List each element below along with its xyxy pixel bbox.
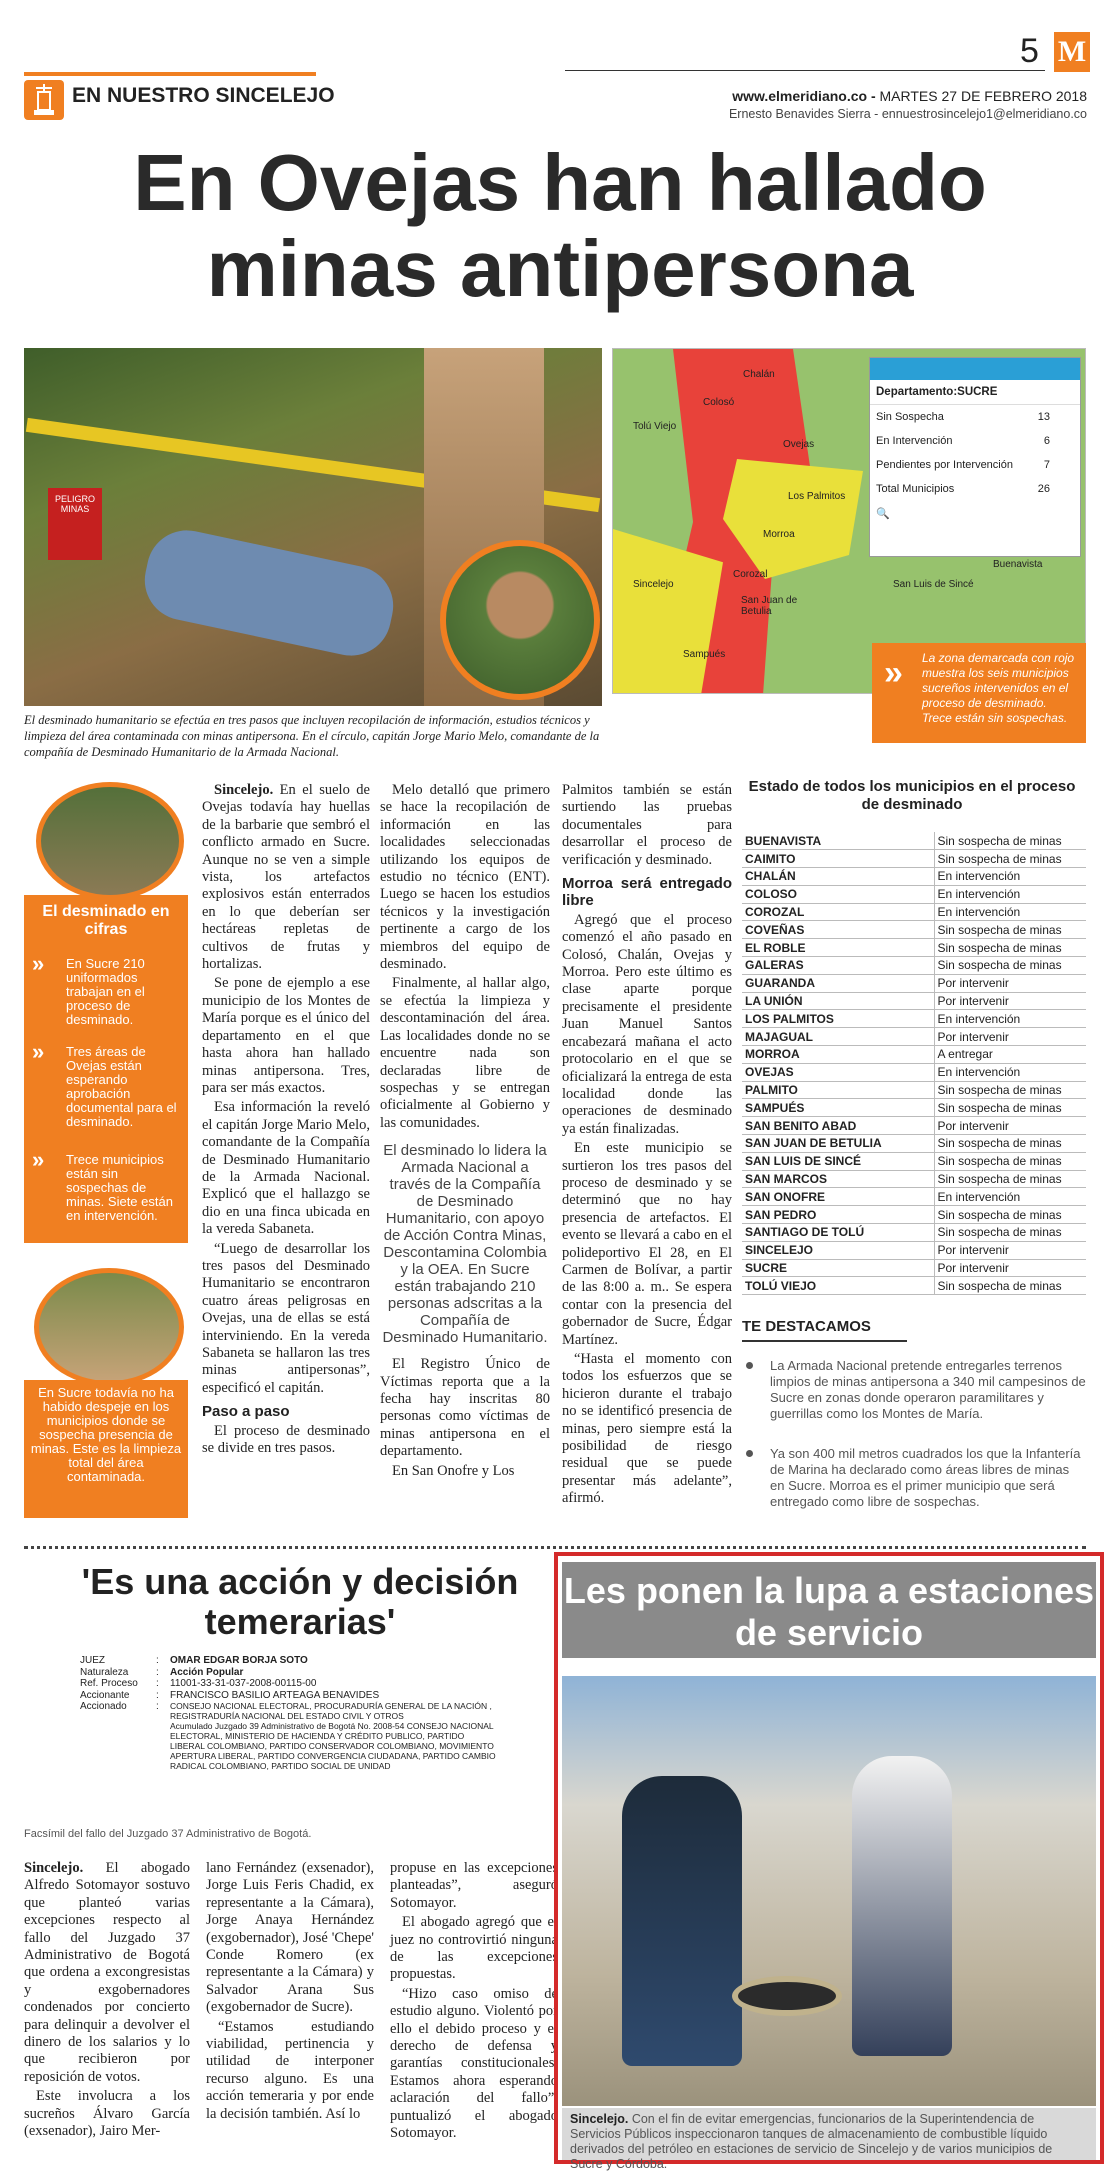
municipality-cell: CAIMITO bbox=[742, 850, 934, 868]
paragraph: En San Onofre y Los bbox=[392, 1462, 515, 1479]
doc-row: Acumulado Juzgado 39 Administrativo de Bogotá No. 2008-54 CONSEJO NACIONAL ELECTORAL, MINISTERIO DE HACIENDA Y CRÉDITO PUBLICO, PARTIDO LIBERAL COLOMBIANO, PARTIDO CONSERVADOR COLOMBIANO, MOVIMIENTO APERTURA LIBERAL, PARTIDO CONVERGENCIA CIUDADANA, PARTIDO CAMBIO RADICAL COLOMBIANO, PARTIDO SOCIAL DE UNIDAD bbox=[170, 1721, 496, 1771]
municipality-cell: MAJAGUAL bbox=[742, 1028, 934, 1046]
doc-row: Accionado : CONSEJO NACIONAL ELECTORAL, PROCURADURÍA GENERAL DE LA NACIÓN , REGISTRADURÍA NACIONAL DEL ESTADO CIVIL Y OTROS bbox=[80, 1701, 492, 1721]
table-row bbox=[742, 1010, 1086, 1028]
paragraph: “Estamos estudiando viabilidad, pertinencia y utilidad de interponer recurso alguno. Es una acción temeraria y por ende la decisión también. Así lo bbox=[206, 2018, 374, 2122]
section-rule bbox=[24, 72, 316, 76]
site-date-line bbox=[732, 88, 1087, 104]
status-cell: Sin sospecha de minas bbox=[934, 1224, 1086, 1242]
sidebar-item: » Trece municipios están sin sospechas de minas. Siete están en intervención. bbox=[32, 1147, 173, 1223]
court-document-facsimile bbox=[80, 1655, 496, 1823]
table-row bbox=[742, 1046, 1086, 1064]
municipality-cell: SAN BENITO ABAD bbox=[742, 1117, 934, 1135]
municipality-cell: BUENAVISTA bbox=[742, 832, 934, 850]
paragraph: propuse en las excepciones planteadas”, aseguró Sotomayor. bbox=[390, 1860, 558, 1911]
photo-caption: El desminado humanitario se efectúa en tres pasos que incluyen recopilación de información, estudios técnicos y limpieza del área contaminada con minas antipersona. En el círculo, capitán Jorge Mario Melo, comandante de la compañía de Desminado Humanitario de la Armada Nacional. bbox=[24, 713, 600, 759]
document-caption: Facsímil del fallo del Juzgado 37 Administrativo de Bogotá. bbox=[24, 1828, 312, 1840]
table-row bbox=[742, 1152, 1086, 1170]
municipality-cell: SAN LUIS DE SINCÉ bbox=[742, 1152, 934, 1170]
top-rule bbox=[565, 70, 1045, 71]
map-stat-row: Pendientes por Intervención 7 bbox=[876, 459, 1050, 471]
municipality-cell: LOS PALMITOS bbox=[742, 1010, 934, 1028]
paragraph: En este municipio se surtieron los tres pasos del proceso de desminado y se determinó que no hay presencia de artefactos. El evento se llevará a cabo en el polideportivo El 28, en El Carmen de Bolívar, a partir de las 8:00 a. m.. Se espera contar con la presencia del gobernador de Sucre, Édgar Martínez. bbox=[562, 1140, 732, 1348]
municipality-cell: EL ROBLE bbox=[742, 939, 934, 957]
status-cell: Sin sospecha de minas bbox=[934, 921, 1086, 939]
issue-date: MARTES 27 DE FEBRERO 2018 bbox=[879, 88, 1087, 104]
table-row bbox=[742, 1099, 1086, 1117]
map-place: Colosó bbox=[703, 397, 735, 408]
section-label: EN NUESTRO SINCELEJO bbox=[72, 84, 335, 107]
map-place: Sampués bbox=[683, 649, 726, 660]
municipality-cell: CHALÁN bbox=[742, 868, 934, 886]
paragraph: Sincelejo. En el suelo de Ovejas todavía hay huellas de la barbarie que sembró el conflicto armado en Sucre. Aunque no se ven a simple vista, los artefactos explosivos están enterrados en lo que deberían ser hectáreas repletas de cultivos de frutas y hortalizas. bbox=[202, 782, 370, 973]
subheading: Paso a paso bbox=[202, 1403, 290, 1421]
status-cell: Por intervenir bbox=[934, 1117, 1086, 1135]
table-row bbox=[742, 1028, 1086, 1046]
pull-quote: El desminado lo lidera la Armada Nacional a través de la Compañía de Desminado Humanitario, con apoyo de Acción Contra Minas, Descontamina Colombia y la OEA. En Sucre están trabajando 210 personas adscritas a la Compañía de Desminado Humanitario. bbox=[382, 1142, 548, 1347]
table-row bbox=[742, 974, 1086, 992]
paragraph: Palmitos también se están surtiendo las pruebas documentales para desarrollar el proceso de verificación y desminado. bbox=[562, 782, 732, 868]
paragraph: “Luego de desarrollar los tres pasos del Desminado Humanitario se encontraron cuatro áreas peligrosas en Ovejas, una de ellas se está interviniendo. En la vereda Sabaneta se hallaron las tres minas antipersonas”, especificó el capitán. bbox=[202, 1240, 370, 1396]
table-row bbox=[742, 992, 1086, 1010]
status-cell: Por intervenir bbox=[934, 1259, 1086, 1277]
lying-dummy bbox=[137, 523, 400, 663]
status-cell: Sin sospecha de minas bbox=[934, 1081, 1086, 1099]
paragraph: “Hizo caso omiso de estudio alguno. Violentó por ello el debido proceso y el derecho de defensa y garantías constitucionales. Estamos ahora esperando aclaración del fallo”, puntualizó el abogado Sotomayor. bbox=[390, 1985, 558, 2142]
municipality-cell: SAN JUAN DE BETULIA bbox=[742, 1135, 934, 1153]
map-place: Buenavista bbox=[993, 559, 1043, 570]
status-cell: Sin sospecha de minas bbox=[934, 1206, 1086, 1224]
status-cell: Sin sospecha de minas bbox=[934, 1135, 1086, 1153]
status-cell: En intervención bbox=[934, 1063, 1086, 1081]
paragraph: El proceso de desminado se divide en tres pasos. bbox=[202, 1422, 370, 1457]
map-place: Corozal bbox=[733, 569, 768, 580]
author-line: Ernesto Benavides Sierra - ennuestrosincelejo1@elmeridiano.co bbox=[728, 107, 1087, 121]
sidebar-title: El desminado en cifras bbox=[42, 903, 170, 938]
status-cell: A entregar bbox=[934, 1046, 1086, 1064]
status-cell: Sin sospecha de minas bbox=[934, 832, 1086, 850]
article-column-3 bbox=[562, 782, 732, 1510]
map-place: Morroa bbox=[763, 529, 795, 540]
status-cell: Por intervenir bbox=[934, 1241, 1086, 1259]
paragraph: El Registro Único de Víctimas reporta que a la fecha hay inscritas 80 personas como víctimas de minas antipersona en el departamento. bbox=[380, 1356, 550, 1460]
status-cell: Por intervenir bbox=[934, 974, 1086, 992]
municipality-cell: OVEJAS bbox=[742, 1063, 934, 1081]
map-place: San Juan de Betulia bbox=[741, 595, 798, 617]
municipality-cell: PALMITO bbox=[742, 1081, 934, 1099]
status-cell: En intervención bbox=[934, 868, 1086, 886]
status-cell: Sin sospecha de minas bbox=[934, 939, 1086, 957]
table-row bbox=[742, 1277, 1086, 1295]
table-title: Estado de todos los municipios en el proceso de desminado bbox=[748, 778, 1076, 813]
status-cell: En intervención bbox=[934, 1010, 1086, 1028]
table-row bbox=[742, 832, 1086, 850]
table-row bbox=[742, 885, 1086, 903]
status-cell: Sin sospecha de minas bbox=[934, 1277, 1086, 1295]
bullet-icon bbox=[746, 1450, 753, 1457]
paragraph: Esa información la reveló el capitán Jorge Mario Melo, comandante de la Compañía de Desminado Humanitario de la Armada Nacional. Explicó que el hallazgo se dio en una finca ubicada en la vereda Sabaneta. bbox=[202, 1099, 370, 1238]
paragraph: Melo detalló que primero se hace la recopilación de información en las localidades seleccionadas utilizando los equipos de estudio no técnico (ENT). Luego se hacen los estudios técnicos y la investigación pertinente a cargo de los miembros del equipo de desminado. bbox=[380, 782, 550, 973]
table-row bbox=[742, 1081, 1086, 1099]
status-cell: Por intervenir bbox=[934, 992, 1086, 1010]
highlight-item: Ya son 400 mil metros cuadrados los que la Infantería de Marina ha declarado como áreas libres de minas en Sucre. Morroa es el primer municipio que será entregado como libre de sospechas. bbox=[742, 1446, 1086, 1510]
doc-row: Ref. Proceso : 11001-33-31-037-2008-00115-00 bbox=[80, 1678, 317, 1689]
paragraph: Agregó que el proceso comenzó el año pasado en Colosó, Chalán, Ovejas y Morroa. Pero este último es clase aparte porque precisamente el presidente Juan Manuel Santos encabezará mañana el acto protocolario en el que se oficializará la entrega de esta localidad donde las operaciones de desminado ya están finalizadas. bbox=[562, 911, 732, 1137]
map-stat-row: En Intervención 6 bbox=[876, 435, 1050, 447]
chevron-right-icon: » bbox=[32, 1039, 45, 1064]
sidebar-item: » Tres áreas de Ovejas están esperando aprobación documental para el desminado. bbox=[32, 1039, 177, 1129]
status-cell: En intervención bbox=[934, 885, 1086, 903]
paragraph: Finalmente, al hallar algo, se efectúa la limpieza y descontaminación del área. Las localidades donde no se encuentre nada son declaradas libre de sospechas y se entregan oficialmente al Gobierno y las comunidades. bbox=[380, 975, 550, 1131]
page-headline: En Ovejas han hallado minas antipersona bbox=[133, 138, 987, 313]
article-column-2 bbox=[380, 782, 550, 1482]
status-cell: Por intervenir bbox=[934, 1028, 1086, 1046]
doc-row: JUEZ : OMAR EDGAR BORJA SOTO bbox=[80, 1655, 308, 1666]
table-row bbox=[742, 903, 1086, 921]
municipality-cell: LA UNIÓN bbox=[742, 992, 934, 1010]
paragraph: lano Fernández (exsenador), Jorge Luis Feris Chadid, ex representante a la Cámara), Jorge Anaya Hernández (exgobernador), José 'Chepe' Conde Romero (ex representante a la Cámara) y Salvador Arana Sus (exgobernador de Sucre). bbox=[206, 1860, 374, 2016]
chevron-right-icon: » bbox=[32, 951, 45, 976]
sidebar-photo-worker bbox=[34, 1268, 184, 1386]
table-row bbox=[742, 868, 1086, 886]
table-row bbox=[742, 1224, 1086, 1242]
municipality-cell: GALERAS bbox=[742, 957, 934, 975]
municipality-cell: SAN ONOFRE bbox=[742, 1188, 934, 1206]
bottom-left-headline: 'Es una acción y decisión temerarias' bbox=[81, 1561, 519, 1642]
sidebar-item: » En Sucre 210 uniformados trabajan en el proceso de desminado. bbox=[32, 951, 145, 1027]
chevron-right-icon: » bbox=[32, 1147, 45, 1172]
map-stat-row: Total Municipios 26 bbox=[876, 483, 1050, 495]
bullet-icon bbox=[746, 1362, 753, 1369]
inspection-photo-caption: Sincelejo. Con el fin de evitar emergencias, funcionarios de la Superintendencia de Servicios Públicos inspeccionaron tanques de almacenamiento de combustible líquido derivados del petróleo en estaciones de servicio de Sincelejo y de varios municipios de Sucre y Córdoba. bbox=[562, 2108, 1096, 2160]
municipalities-table bbox=[742, 832, 1086, 1295]
map-place: Ovejas bbox=[783, 439, 815, 450]
status-cell: Sin sospecha de minas bbox=[934, 957, 1086, 975]
doc-row: Naturaleza : Acción Popular bbox=[80, 1666, 244, 1678]
chevron-right-icon: » bbox=[884, 654, 903, 692]
map-panel-title: Departamento:SUCRE bbox=[870, 380, 1080, 405]
map-caption: La zona demarcada con rojo muestra los seis municipios sucreños intervenidos en el proceso de desminado. Trece están sin sospechas. bbox=[872, 643, 1086, 743]
municipality-cell: SANTIAGO DE TOLÚ bbox=[742, 1224, 934, 1242]
status-cell: Sin sospecha de minas bbox=[934, 1152, 1086, 1170]
map-place: Chalán bbox=[743, 369, 775, 380]
map-place: Tolú Viejo bbox=[633, 421, 677, 432]
status-cell: Sin sospecha de minas bbox=[934, 850, 1086, 868]
inspector-figure bbox=[852, 1756, 952, 2056]
status-cell: Sin sospecha de minas bbox=[934, 1099, 1086, 1117]
section-tower-icon bbox=[24, 80, 64, 120]
table-row bbox=[742, 957, 1086, 975]
site-url[interactable]: www.elmeridiano.co - bbox=[732, 88, 876, 104]
table-row bbox=[742, 1188, 1086, 1206]
table-row bbox=[742, 1259, 1086, 1277]
tank-manhole bbox=[732, 1976, 842, 2016]
municipality-cell: COROZAL bbox=[742, 903, 934, 921]
paragraph: Sincelejo. El abogado Alfredo Sotomayor sostuvo que planteó varias excepciones respecto al fallo del Juzgado 37 Administrativo de Bogotá que ordena a excongresistas y exgobernadores condenados por concierto para delinquir a devolver el dinero de los salarios y lo que recibieron por reposición de votos. bbox=[24, 1860, 190, 2085]
highlights-title: TE DESTACAMOS bbox=[742, 1318, 871, 1335]
bottom-right-headline: Les ponen la lupa a estaciones de servicio bbox=[562, 1562, 1096, 1658]
subheading: Morroa será entregado libre bbox=[562, 875, 732, 910]
map-stat-row: Sin Sospecha 13 bbox=[876, 411, 1050, 423]
map-panel-header bbox=[870, 358, 1080, 380]
highlights-rule bbox=[742, 1340, 907, 1342]
municipality-cell: SUCRE bbox=[742, 1259, 934, 1277]
highlight-item: La Armada Nacional pretende entregarles terrenos limpios de minas antipersona a 340 mil campesinos de Sucre en zonas donde operaron paramilitares y guerrillas como los Montes de María. bbox=[742, 1358, 1086, 1422]
sidebar-note-box: En Sucre todavía no ha habido despeje en los municipios donde se sospecha presencia de minas. Este es la limpieza total del área contaminada. bbox=[24, 1380, 188, 1518]
dotted-divider bbox=[24, 1546, 1086, 1549]
status-cell: En intervención bbox=[934, 903, 1086, 921]
municipality-cell: GUARANDA bbox=[742, 974, 934, 992]
municipality-cell: TOLÚ VIEJO bbox=[742, 1277, 934, 1295]
bottom-column-1 bbox=[24, 1860, 190, 2143]
zoom-icon[interactable]: 🔍 bbox=[876, 508, 890, 520]
status-cell: En intervención bbox=[934, 1188, 1086, 1206]
inspector-figure bbox=[622, 1776, 742, 2066]
bottom-column-3 bbox=[390, 1860, 558, 2145]
doc-row: Accionante : FRANCISCO BASILIO ARTEAGA BENAVIDES bbox=[80, 1689, 380, 1701]
sidebar-figures-box bbox=[24, 895, 188, 1243]
article-column-1 bbox=[202, 782, 370, 1459]
sidebar-photo-deminer bbox=[36, 782, 184, 900]
table-row bbox=[742, 1206, 1086, 1224]
map-place: Sincelejo bbox=[633, 579, 674, 590]
map-place: Los Palmitos bbox=[788, 491, 846, 502]
municipality-cell: SINCELEJO bbox=[742, 1241, 934, 1259]
captain-portrait-inset bbox=[440, 540, 600, 700]
municipality-cell: COLOSO bbox=[742, 885, 934, 903]
map-place: San Luis de Sincé bbox=[893, 579, 974, 590]
gas-station-inspection-photo bbox=[562, 1676, 1096, 2106]
newspaper-logo: M bbox=[1054, 32, 1090, 72]
table-row bbox=[742, 1170, 1086, 1188]
table-row bbox=[742, 921, 1086, 939]
mine-warning-sign: PELIGRO MINAS bbox=[48, 488, 102, 560]
table-row bbox=[742, 939, 1086, 957]
page-number: 5 bbox=[1020, 32, 1039, 70]
municipality-cell: SAN MARCOS bbox=[742, 1170, 934, 1188]
municipality-cell: MORROA bbox=[742, 1046, 934, 1064]
paragraph: Se pone de ejemplo a ese municipio de los Montes de María porque es el único del departamento en el que hasta ahora han hallado minas antipersona. Tres, para ser más exactos. bbox=[202, 975, 370, 1096]
table-row bbox=[742, 1117, 1086, 1135]
table-row bbox=[742, 1135, 1086, 1153]
municipality-cell: SAN PEDRO bbox=[742, 1206, 934, 1224]
table-row bbox=[742, 1063, 1086, 1081]
map-info-panel bbox=[869, 357, 1081, 557]
municipality-cell: COVEÑAS bbox=[742, 921, 934, 939]
municipality-cell: SAMPUÉS bbox=[742, 1099, 934, 1117]
table-row bbox=[742, 1241, 1086, 1259]
bottom-column-2 bbox=[206, 1860, 374, 2125]
paragraph: “Hasta el momento con todos los esfuerzos que se hicieron durante el trabajo no se identificó presencia de minas, pero siempre está la posibilidad de riesgo residual que se puede presentar más adelante”, afirmó. bbox=[562, 1351, 732, 1507]
status-cell: Sin sospecha de minas bbox=[934, 1170, 1086, 1188]
table-row bbox=[742, 850, 1086, 868]
paragraph: El abogado agregó que el juez no controvirtió ninguna de las excepciones propuestas. bbox=[390, 1914, 558, 1983]
paragraph: Este involucra a los sucreños Álvaro García (exsenador), Jairo Mer- bbox=[24, 2088, 190, 2140]
